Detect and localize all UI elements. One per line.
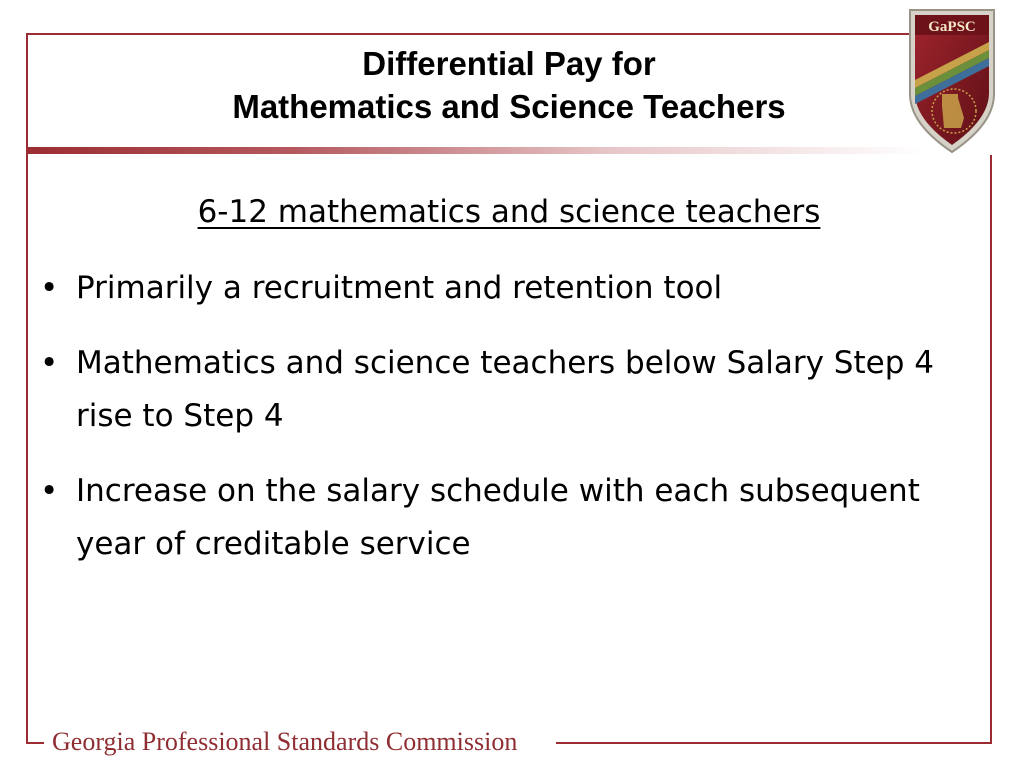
bullet-item	[28, 465, 978, 571]
bullet-list	[28, 262, 978, 593]
slide-title-line-2: Mathematics and Science Teachers	[232, 88, 786, 125]
bullet-dot-icon: •	[40, 473, 59, 509]
bullet-item	[28, 262, 978, 315]
slide-title	[28, 42, 990, 128]
frame-bottom-border-left	[26, 742, 44, 744]
bullet-dot-icon: •	[40, 270, 59, 306]
bullet-text: Mathematics and science teachers below Salary Step 4 rise to Step 4	[76, 345, 934, 434]
bullet-item	[28, 337, 978, 443]
bullet-dot-icon: •	[40, 345, 59, 381]
logo-text: GaPSC	[928, 19, 976, 35]
bullet-text: Increase on the salary schedule with each subsequent year of creditable service	[76, 473, 920, 562]
gapsc-shield-logo	[906, 6, 998, 156]
bullet-text: Primarily a recruitment and retention tool	[76, 270, 723, 306]
slide-title-line-1: Differential Pay for	[362, 45, 656, 82]
frame-top-border	[26, 33, 911, 35]
footer-organization-name: Georgia Professional Standards Commission	[48, 723, 521, 761]
title-divider	[26, 147, 926, 154]
frame-bottom-border-right	[556, 742, 992, 744]
slide-subtitle: 6-12 mathematics and science teachers	[197, 194, 821, 230]
frame-right-border	[990, 155, 992, 743]
